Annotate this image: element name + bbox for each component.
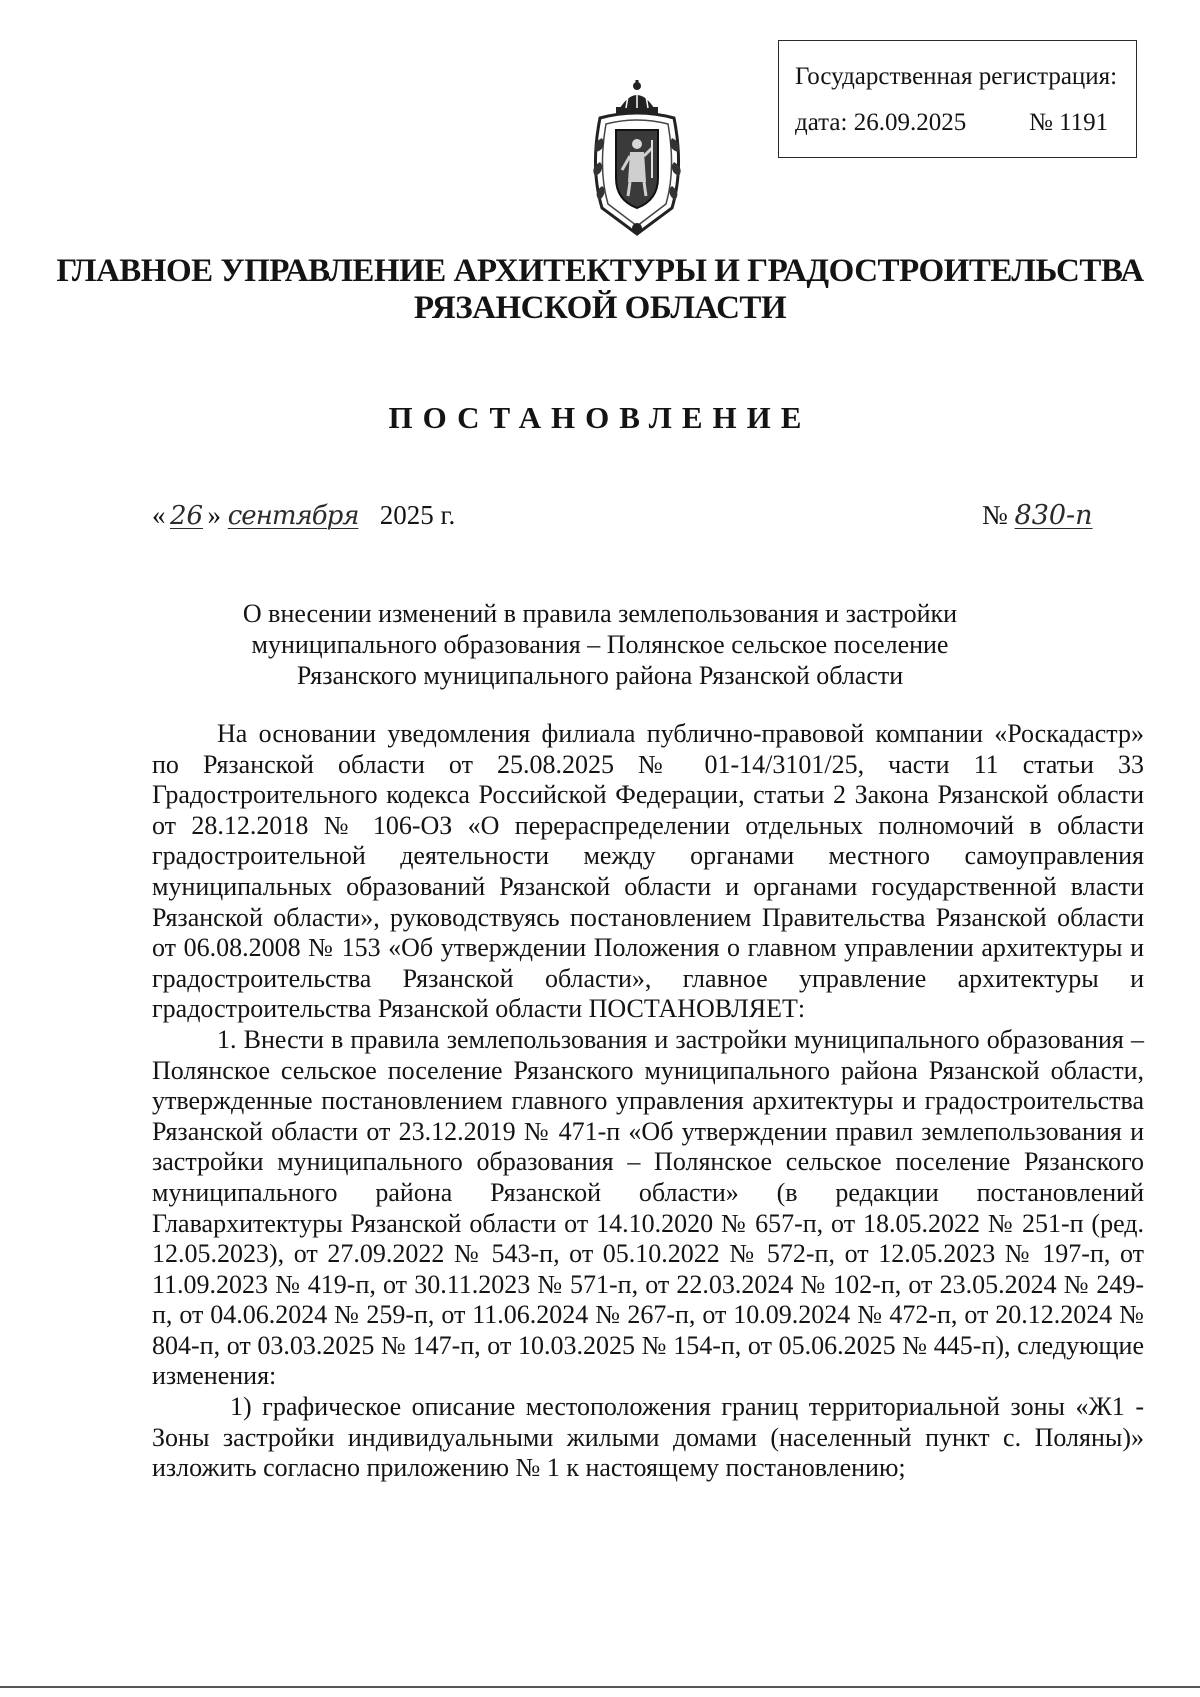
- subject-line-1: О внесении изменений в правила землепользования и застройки: [242, 599, 958, 628]
- preamble-paragraph: На основании уведомления филиала публично-правовой компании «Роскадастр» по Рязанской области от 25.08.2025 № 01-14/3101/25, части 11 статьи 33 Градостроительного кодекса Российской Федерации, статьи 2 Закона Рязанской области от 28.12.2018 № 106-ОЗ «О перераспределении отдельных полномочий в области градостроительной деятельности между органами местного самоуправления муниципальных образований Рязанской области и органами государственной власти Рязанской области», руководствуясь постановлением Правительства Рязанской области от 06.08.2008 № 153 «Об утверждении Положения о главном управлении архитектуры и градостроительства Рязанской области», главное управление архитектуры и градостроительства Рязанской области ПОСТАНОВЛЯЕТ:: [152, 719, 1144, 1024]
- subclause-1-1-paragraph: 1) графическое описание местоположения границ территориальной зоны «Ж1 - Зоны застройки индивидуальными жилыми домами (населенный пункт с. Поляны)» изложить согласно приложению № 1 к настоящему постановлению;: [152, 1392, 1144, 1483]
- registration-date: дата: 26.09.2025: [795, 109, 967, 136]
- coat-of-arms-icon: [580, 78, 694, 238]
- agency-name-line2: РЯЗАНСКОЙ ОБЛАСТИ: [413, 290, 787, 326]
- document-type-heading: ПОСТАНОВЛЕНИЕ: [388, 400, 812, 435]
- registration-number: № 1191: [1029, 109, 1109, 136]
- subject-line-3: Рязанского муниципального района Рязанской области: [296, 661, 904, 690]
- registration-stamp: [778, 40, 1137, 158]
- page-bottom-divider: [0, 1686, 1200, 1688]
- date-month-handwritten: сентября: [227, 501, 359, 531]
- date-quote-close: »: [207, 500, 221, 530]
- registration-title: Государственная регистрация:: [795, 63, 1118, 90]
- date-quote-open: «: [152, 500, 166, 530]
- document-date: [152, 502, 455, 529]
- date-year: 2025 г.: [379, 500, 456, 530]
- document-number: [982, 502, 1125, 529]
- document-body: [152, 719, 1144, 1484]
- document-number-handwritten: 830-п: [1014, 500, 1093, 531]
- document-number-prefix: №: [982, 500, 1008, 530]
- date-day-handwritten: 26: [169, 501, 204, 531]
- document-subject: [0, 598, 1200, 691]
- agency-name-line1: ГЛАВНОЕ УПРАВЛЕНИЕ АРХИТЕКТУРЫ И ГРАДОСТРОИТЕЛЬСТВА: [56, 253, 1144, 289]
- subject-line-2: муниципального образования – Полянское сельское поселение: [251, 630, 949, 659]
- clause-1-paragraph: 1. Внести в правила землепользования и застройки муниципального образования – Полянское сельское поселение Рязанского муниципального района Рязанской области, утвержденные постановлением главного управления архитектуры и градостроительства Рязанской области от 23.12.2019 № 471-п «Об утверждении правил землепользования и застройки муниципального образования – Полянское сельское поселение Рязанского муниципального района Рязанской области» (в редакции постановлений Главархитектуры Рязанской области от 14.10.2020 № 657-п, от 18.05.2022 № 251-п (ред. 12.05.2023), от 27.09.2022 № 543-п, от 05.10.2022 № 572-п, от 12.05.2023 № 197-п, от 11.09.2023 № 419-п, от 30.11.2023 № 571-п, от 22.03.2024 № 102-п, от 23.05.2024 № 249-п, от 04.06.2024 № 259-п, от 11.06.2024 № 267-п, от 10.09.2024 № 472-п, от 20.12.2024 № 804-п, от 03.03.2025 № 147-п, от 10.03.2025 № 154-п, от 05.06.2025 № 445-п), следующие изменения:: [152, 1024, 1144, 1391]
